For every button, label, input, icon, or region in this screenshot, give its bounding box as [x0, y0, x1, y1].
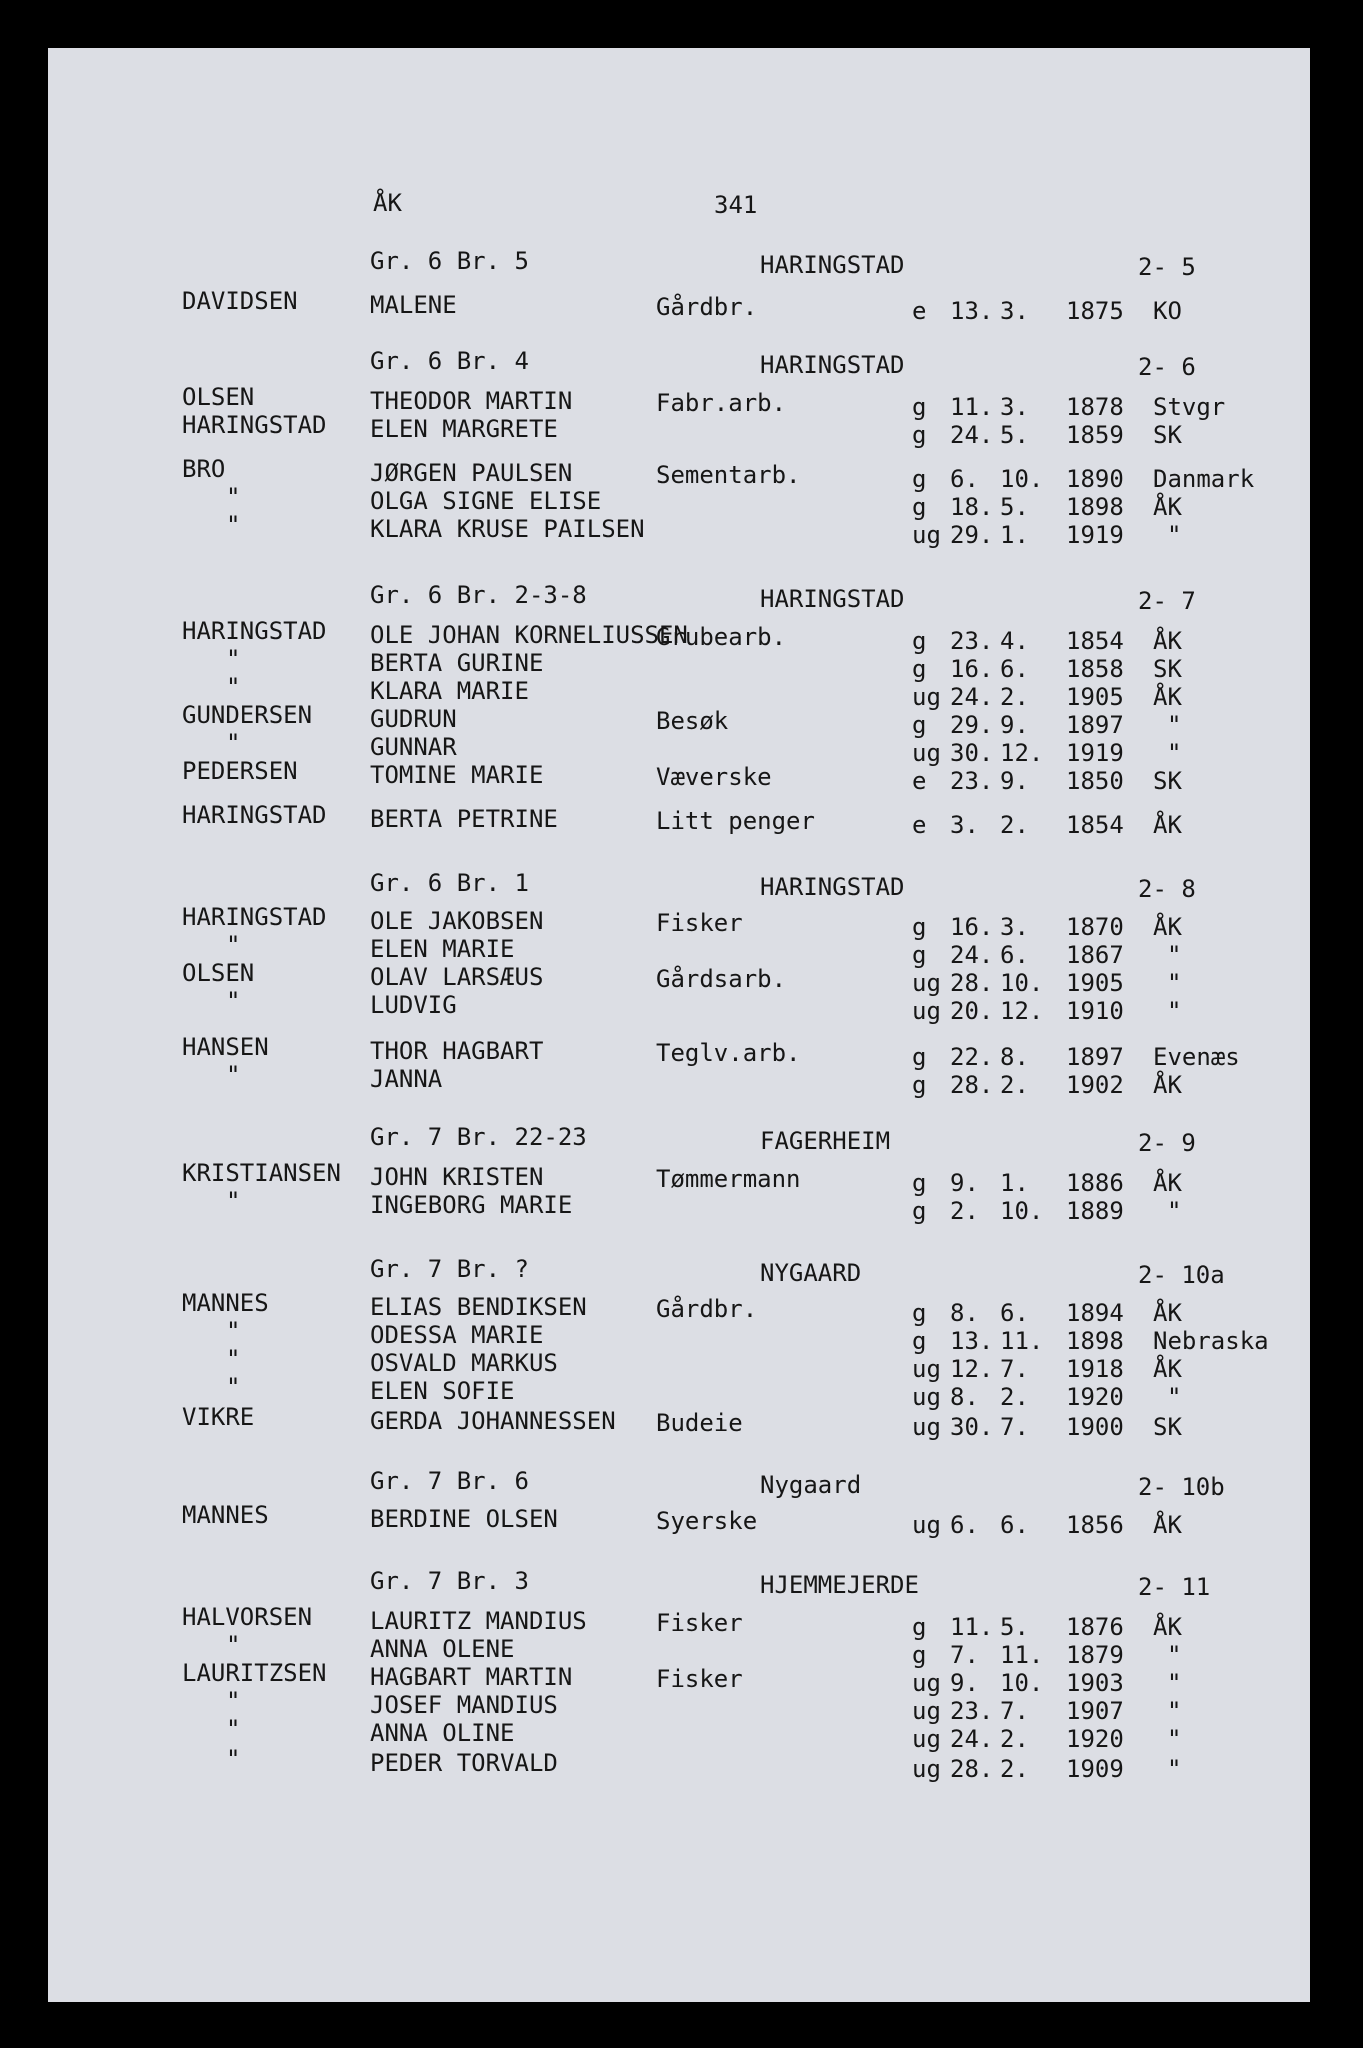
birthplace: SK [1153, 767, 1182, 795]
marital-status: g [912, 421, 927, 449]
person-surname: PEDERSEN [182, 757, 298, 785]
person-occupation: Syerske [656, 1507, 758, 1535]
person-occupation: Sementarb. [656, 461, 801, 489]
birth-year: 1919 [1066, 739, 1124, 767]
section-grave-ref: Gr. 7 Br. 22-23 [370, 1123, 587, 1151]
birth-day: 13. [950, 1327, 994, 1355]
birth-year: 1878 [1066, 393, 1124, 421]
birth-day: 29. [950, 521, 994, 549]
person-given-names: LUDVIG [370, 991, 457, 1019]
marital-status: g [912, 493, 927, 521]
document-page [48, 48, 1310, 2002]
person-occupation: Fisker [656, 1609, 743, 1637]
person-surname: " [226, 1687, 241, 1715]
birthplace: " [1167, 1383, 1182, 1411]
person-given-names: JOSEF MANDIUS [370, 1691, 558, 1719]
birth-month: 3. [1000, 913, 1029, 941]
person-given-names: OLGA SIGNE ELISE [370, 487, 602, 515]
person-surname: " [226, 1187, 241, 1215]
birth-year: 1856 [1066, 1511, 1124, 1539]
section-place-name: NYGAARD [760, 1259, 862, 1287]
person-given-names: ODESSA MARIE [370, 1321, 544, 1349]
birth-year: 1903 [1066, 1669, 1124, 1697]
person-given-names: ELEN MARGRETE [370, 415, 558, 443]
marital-status: g [912, 1299, 927, 1327]
section-place-name: HJEMMEJERDE [760, 1571, 919, 1599]
section-code: 2- 9 [1138, 1129, 1196, 1157]
birth-year: 1919 [1066, 521, 1124, 549]
birth-day: 6. [950, 465, 979, 493]
birth-month: 6. [1000, 1299, 1029, 1327]
marital-status: g [912, 1197, 927, 1225]
person-given-names: KLARA KRUSE PAILSEN [370, 515, 645, 543]
marital-status: g [912, 941, 927, 969]
person-surname: HARINGSTAD [182, 903, 327, 931]
person-occupation: Tømmermann [656, 1165, 801, 1193]
person-occupation: Fisker [656, 1665, 743, 1693]
birth-month: 8. [1000, 1043, 1029, 1071]
birth-day: 29. [950, 711, 994, 739]
birth-year: 1905 [1066, 683, 1124, 711]
person-surname: HANSEN [182, 1033, 269, 1061]
person-surname: " [226, 1631, 241, 1659]
section-grave-ref: Gr. 6 Br. 5 [370, 247, 529, 275]
birth-year: 1875 [1066, 297, 1124, 325]
section-code: 2- 10a [1138, 1261, 1225, 1289]
person-occupation: Gårdbr. [656, 293, 758, 321]
birth-year: 1889 [1066, 1197, 1124, 1225]
person-surname: " [226, 1345, 241, 1373]
birthplace: " [1167, 941, 1182, 969]
person-surname: " [226, 931, 241, 959]
marital-status: g [912, 913, 927, 941]
birth-year: 1897 [1066, 711, 1124, 739]
birth-year: 1898 [1066, 1327, 1124, 1355]
person-given-names: JOHN KRISTEN [370, 1163, 544, 1191]
birth-day: 24. [950, 1725, 994, 1753]
person-surname: HARINGSTAD [182, 801, 327, 829]
birth-year: 1876 [1066, 1613, 1124, 1641]
section-place-name: HARINGSTAD [760, 585, 905, 613]
section-code: 2- 6 [1138, 353, 1196, 381]
birth-year: 1920 [1066, 1383, 1124, 1411]
birth-day: 16. [950, 913, 994, 941]
birthplace: ÅK [1153, 1299, 1182, 1327]
person-given-names: TOMINE MARIE [370, 761, 544, 789]
birth-month: 6. [1000, 655, 1029, 683]
section-code: 2- 11 [1138, 1573, 1211, 1601]
person-occupation: Gårdsarb. [656, 965, 787, 993]
marital-status: g [912, 1169, 927, 1197]
section-place-name: HARINGSTAD [760, 251, 905, 279]
birthplace: " [1167, 1197, 1182, 1225]
marital-status: g [912, 1071, 927, 1099]
person-occupation: Væverske [656, 763, 772, 791]
birth-year: 1907 [1066, 1697, 1124, 1725]
birth-month: 7. [1000, 1355, 1029, 1383]
person-given-names: OSVALD MARKUS [370, 1349, 558, 1377]
birth-day: 28. [950, 1755, 994, 1783]
birth-year: 1897 [1066, 1043, 1124, 1071]
marital-status: g [912, 627, 927, 655]
marital-status: ug [912, 969, 941, 997]
birth-day: 2. [950, 1197, 979, 1225]
person-surname: VIKRE [182, 1403, 255, 1431]
birth-year: 1905 [1066, 969, 1124, 997]
birthplace: Nebraska [1153, 1327, 1269, 1355]
marital-status: ug [912, 739, 941, 767]
birth-month: 2. [1000, 1725, 1029, 1753]
person-surname: " [226, 987, 241, 1015]
person-surname: " [226, 1317, 241, 1345]
marital-status: g [912, 1613, 927, 1641]
birth-month: 10. [1000, 465, 1044, 493]
birth-day: 22. [950, 1043, 994, 1071]
marital-status: ug [912, 1511, 941, 1539]
section-grave-ref: Gr. 7 Br. 3 [370, 1567, 529, 1595]
marital-status: g [912, 393, 927, 421]
person-surname: " [226, 673, 241, 701]
person-surname: HARINGSTAD [182, 411, 327, 439]
person-given-names: PEDER TORVALD [370, 1749, 558, 1777]
marital-status: g [912, 711, 927, 739]
birth-year: 1898 [1066, 493, 1124, 521]
birth-day: 24. [950, 421, 994, 449]
section-place-name: HARINGSTAD [760, 351, 905, 379]
birth-year: 1900 [1066, 1413, 1124, 1441]
birth-day: 11. [950, 393, 994, 421]
birth-month: 7. [1000, 1697, 1029, 1725]
birthplace: ÅK [1153, 1613, 1182, 1641]
person-surname: " [226, 1061, 241, 1089]
birth-year: 1890 [1066, 465, 1124, 493]
section-place-name: Nygaard [760, 1471, 862, 1499]
birth-month: 11. [1000, 1641, 1044, 1669]
birth-year: 1858 [1066, 655, 1124, 683]
birthplace: " [1167, 1669, 1182, 1697]
birth-day: 23. [950, 627, 994, 655]
birth-year: 1867 [1066, 941, 1124, 969]
person-surname: HARINGSTAD [182, 617, 327, 645]
birth-day: 9. [950, 1169, 979, 1197]
birth-day: 13. [950, 297, 994, 325]
birthplace: Evenæs [1153, 1043, 1240, 1071]
birth-month: 5. [1000, 1613, 1029, 1641]
person-given-names: ELEN MARIE [370, 935, 515, 963]
person-occupation: Gårdbr. [656, 1295, 758, 1323]
birth-day: 20. [950, 997, 994, 1025]
birth-month: 12. [1000, 997, 1044, 1025]
birthplace: SK [1153, 655, 1182, 683]
birthplace: KO [1153, 297, 1182, 325]
birth-month: 11. [1000, 1327, 1044, 1355]
section-code: 2- 8 [1138, 875, 1196, 903]
birthplace: " [1167, 1641, 1182, 1669]
birth-day: 16. [950, 655, 994, 683]
birthplace: ÅK [1153, 1071, 1182, 1099]
person-given-names: OLE JAKOBSEN [370, 907, 544, 935]
person-surname: MANNES [182, 1501, 269, 1529]
birthplace: " [1167, 997, 1182, 1025]
birth-day: 24. [950, 941, 994, 969]
marital-status: ug [912, 1383, 941, 1411]
birthplace: ÅK [1153, 683, 1182, 711]
birthplace: SK [1153, 421, 1182, 449]
birth-month: 3. [1000, 393, 1029, 421]
person-surname: DAVIDSEN [182, 287, 298, 315]
person-occupation: Grubearb. [656, 623, 787, 651]
birth-month: 6. [1000, 1511, 1029, 1539]
section-code: 2- 5 [1138, 253, 1196, 281]
birthplace: " [1167, 521, 1182, 549]
section-grave-ref: Gr. 7 Br. 6 [370, 1467, 529, 1495]
marital-status: ug [912, 1697, 941, 1725]
birth-month: 5. [1000, 421, 1029, 449]
marital-status: g [912, 655, 927, 683]
birthplace: Stvgr [1153, 393, 1226, 421]
birth-month: 2. [1000, 1383, 1029, 1411]
birthplace: ÅK [1153, 493, 1182, 521]
marital-status: ug [912, 1725, 941, 1753]
marital-status: g [912, 465, 927, 493]
person-given-names: GUNNAR [370, 733, 457, 761]
person-given-names: BERDINE OLSEN [370, 1505, 558, 1533]
header-municipality: ÅK [373, 189, 402, 217]
birthplace: Danmark [1153, 465, 1255, 493]
birthplace: " [1167, 969, 1182, 997]
person-surname: " [226, 511, 241, 539]
person-given-names: INGEBORG MARIE [370, 1191, 573, 1219]
birthplace: ÅK [1153, 811, 1182, 839]
person-surname: KRISTIANSEN [182, 1159, 341, 1187]
birthplace: " [1167, 1755, 1182, 1783]
birth-year: 1854 [1066, 627, 1124, 655]
birth-year: 1902 [1066, 1071, 1124, 1099]
person-surname: HALVORSEN [182, 1603, 313, 1631]
birth-day: 9. [950, 1669, 979, 1697]
section-place-name: HARINGSTAD [760, 873, 905, 901]
person-given-names: OLE JOHAN KORNELIUSSEN [370, 621, 688, 649]
marital-status: ug [912, 997, 941, 1025]
birth-day: 30. [950, 739, 994, 767]
birth-month: 9. [1000, 767, 1029, 795]
section-grave-ref: Gr. 6 Br. 1 [370, 869, 529, 897]
person-surname: " [226, 729, 241, 757]
person-given-names: THEODOR MARTIN [370, 387, 573, 415]
birth-year: 1920 [1066, 1725, 1124, 1753]
birth-month: 2. [1000, 1071, 1029, 1099]
person-given-names: ELIAS BENDIKSEN [370, 1293, 587, 1321]
birth-year: 1854 [1066, 811, 1124, 839]
person-occupation: Fisker [656, 909, 743, 937]
section-code: 2- 7 [1138, 587, 1196, 615]
birth-day: 7. [950, 1641, 979, 1669]
person-given-names: KLARA MARIE [370, 677, 529, 705]
person-surname: " [226, 645, 241, 673]
birth-day: 23. [950, 767, 994, 795]
birthplace: ÅK [1153, 1511, 1182, 1539]
person-given-names: BERTA PETRINE [370, 805, 558, 833]
birth-day: 3. [950, 811, 979, 839]
birth-day: 24. [950, 683, 994, 711]
person-given-names: ANNA OLENE [370, 1635, 515, 1663]
birth-day: 28. [950, 1071, 994, 1099]
birth-month: 12. [1000, 739, 1044, 767]
birth-year: 1859 [1066, 421, 1124, 449]
birth-year: 1918 [1066, 1355, 1124, 1383]
marital-status: ug [912, 1669, 941, 1697]
birth-day: 18. [950, 493, 994, 521]
birth-day: 8. [950, 1383, 979, 1411]
birth-month: 2. [1000, 683, 1029, 711]
birth-month: 1. [1000, 1169, 1029, 1197]
birth-year: 1879 [1066, 1641, 1124, 1669]
birth-month: 2. [1000, 1755, 1029, 1783]
section-grave-ref: Gr. 6 Br. 2-3-8 [370, 581, 587, 609]
birth-month: 6. [1000, 941, 1029, 969]
section-grave-ref: Gr. 6 Br. 4 [370, 347, 529, 375]
person-occupation: Litt penger [656, 807, 815, 835]
marital-status: e [912, 811, 927, 839]
marital-status: ug [912, 1413, 941, 1441]
birthplace: ÅK [1153, 1355, 1182, 1383]
birth-day: 6. [950, 1511, 979, 1539]
marital-status: g [912, 1327, 927, 1355]
birthplace: " [1167, 711, 1182, 739]
person-surname: " [226, 1373, 241, 1401]
person-surname: " [226, 1715, 241, 1743]
person-occupation: Fabr.arb. [656, 389, 787, 417]
section-place-name: FAGERHEIM [760, 1127, 891, 1155]
section-code: 2- 10b [1138, 1473, 1225, 1501]
person-given-names: BERTA GURINE [370, 649, 544, 677]
person-surname: OLSEN [182, 959, 255, 987]
birthplace: " [1167, 1725, 1182, 1753]
birth-month: 4. [1000, 627, 1029, 655]
birthplace: ÅK [1153, 913, 1182, 941]
birth-day: 23. [950, 1697, 994, 1725]
marital-status: ug [912, 683, 941, 711]
person-given-names: MALENE [370, 291, 457, 319]
birth-month: 5. [1000, 493, 1029, 521]
birth-year: 1886 [1066, 1169, 1124, 1197]
person-given-names: HAGBART MARTIN [370, 1663, 573, 1691]
birth-year: 1910 [1066, 997, 1124, 1025]
birth-month: 10. [1000, 1669, 1044, 1697]
person-surname: OLSEN [182, 383, 255, 411]
marital-status: e [912, 297, 927, 325]
person-given-names: THOR HAGBART [370, 1037, 544, 1065]
person-surname: BRO [182, 455, 226, 483]
marital-status: ug [912, 1355, 941, 1383]
person-surname: " [226, 483, 241, 511]
marital-status: g [912, 1043, 927, 1071]
birth-day: 12. [950, 1355, 994, 1383]
person-given-names: JØRGEN PAULSEN [370, 459, 573, 487]
person-surname: MANNES [182, 1289, 269, 1317]
marital-status: e [912, 767, 927, 795]
person-given-names: LAURITZ MANDIUS [370, 1607, 587, 1635]
birth-year: 1870 [1066, 913, 1124, 941]
section-grave-ref: Gr. 7 Br. ? [370, 1255, 529, 1283]
birth-year: 1850 [1066, 767, 1124, 795]
birth-day: 28. [950, 969, 994, 997]
person-occupation: Teglv.arb. [656, 1039, 801, 1067]
marital-status: ug [912, 1755, 941, 1783]
birth-month: 10. [1000, 1197, 1044, 1225]
person-surname: GUNDERSEN [182, 701, 313, 729]
birth-month: 7. [1000, 1413, 1029, 1441]
person-given-names: OLAV LARSÆUS [370, 963, 544, 991]
person-surname: LAURITZSEN [182, 1659, 327, 1687]
person-given-names: ANNA OLINE [370, 1719, 515, 1747]
birthplace: ÅK [1153, 1169, 1182, 1197]
birth-day: 11. [950, 1613, 994, 1641]
person-given-names: GUDRUN [370, 705, 457, 733]
birth-month: 3. [1000, 297, 1029, 325]
marital-status: g [912, 1641, 927, 1669]
birth-day: 30. [950, 1413, 994, 1441]
marital-status: ug [912, 521, 941, 549]
birth-year: 1894 [1066, 1299, 1124, 1327]
birth-year: 1909 [1066, 1755, 1124, 1783]
birthplace: SK [1153, 1413, 1182, 1441]
birthplace: " [1167, 1697, 1182, 1725]
person-occupation: Budeie [656, 1409, 743, 1437]
birthplace: " [1167, 739, 1182, 767]
birth-month: 1. [1000, 521, 1029, 549]
page-number: 341 [714, 191, 758, 219]
person-given-names: GERDA JOHANNESSEN [370, 1407, 616, 1435]
birthplace: ÅK [1153, 627, 1182, 655]
birth-month: 9. [1000, 711, 1029, 739]
person-given-names: ELEN SOFIE [370, 1377, 515, 1405]
birth-month: 10. [1000, 969, 1044, 997]
birth-month: 2. [1000, 811, 1029, 839]
person-given-names: JANNA [370, 1065, 443, 1093]
birth-day: 8. [950, 1299, 979, 1327]
person-surname: " [226, 1745, 241, 1773]
person-occupation: Besøk [656, 707, 729, 735]
